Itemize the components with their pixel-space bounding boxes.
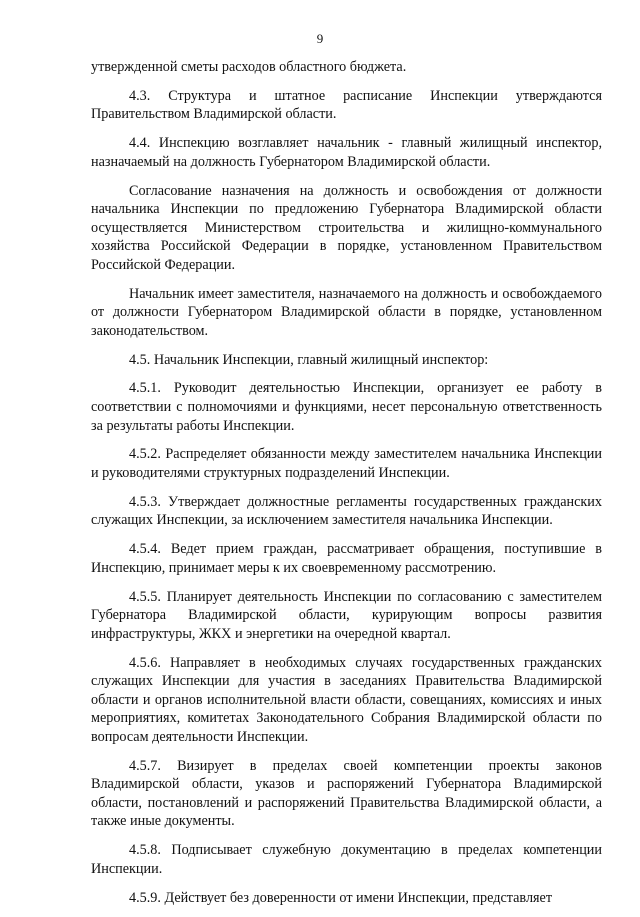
paragraph-4-5: 4.5. Начальник Инспекции, главный жилищный инспектор: <box>129 351 489 368</box>
paragraph-appointment-approval: Согласование назначения на должность и освобождения от должности начальника Инспекции по предложению Губернатора Владимирской области осуществляется Министерством строительства и жилищно-коммунального хозяйства Российской Федерации в порядке, установленном Правительством Российской Федерации. <box>91 182 602 273</box>
paragraph-4-5-4: 4.5.4. Ведет прием граждан, рассматривает обращения, поступившие в Инспекцию, принимает меры к их своевременному рассмотрению. <box>91 541 602 576</box>
paragraph-4-5-8: 4.5.8. Подписывает служебную документацию в пределах компетенции Инспекции. <box>91 842 602 877</box>
document-body <box>91 58 602 917</box>
page-number: 9 <box>316 31 324 46</box>
paragraph-4-5-7: 4.5.7. Визирует в пределах своей компетенции проекты законов Владимирской области, указов и распоряжений Губернатора Владимирской области, постановлений и распоряжений Правительства Владимирской области, а также иные документы. <box>91 757 602 830</box>
paragraph-4-5-2: 4.5.2. Распределяет обязанности между заместителем начальника Инспекции и руководителями структурных подразделений Инспекции. <box>91 446 602 481</box>
paragraph-4-5-9: 4.5.9. Действует без доверенности от имени Инспекции, представляет <box>129 889 553 906</box>
paragraph-4-5-5: 4.5.5. Планирует деятельность Инспекции по согласованию с заместителем Губернатора Владимирской области, курирующим вопросы развития инфраструктуры, ЖКХ и энергетики на очередной квартал. <box>91 588 602 642</box>
paragraph-4-5-6: 4.5.6. Направляет в необходимых случаях государственных гражданских служащих Инспекции для участия в заседаниях Правительства Владимирской области и органов исполнительной власти области, совещаниях, комиссиях и иных мероприятиях, комитетах Законодательного Собрания Владимирской области по вопросам деятельности Инспекции. <box>91 654 602 745</box>
paragraph-4-4: 4.4. Инспекцию возглавляет начальник - главный жилищный инспектор, назначаемый на должность Губернатором Владимирской области. <box>91 135 602 170</box>
paragraph-4-5-3: 4.5.3. Утверждает должностные регламенты государственных гражданских служащих Инспекции, за исключением заместителя начальника Инспекции. <box>91 493 602 529</box>
paragraph-deputy: Начальник имеет заместителя, назначаемого на должность и освобождаемого от должности Губернатором Владимирской области в порядке, установленном законодательством. <box>91 285 602 339</box>
paragraph-4-5-1: 4.5.1. Руководит деятельностью Инспекции, организует ее работу в соответствии с полномочиями и функциями, несет персональную ответственность за результаты работы Инспекции. <box>91 380 602 434</box>
paragraph-4-3: 4.3. Структура и штатное расписание Инспекции утверждаются Правительством Владимирской области. <box>91 87 602 123</box>
paragraph-continuation: утвержденной сметы расходов областного бюджета. <box>91 59 407 75</box>
